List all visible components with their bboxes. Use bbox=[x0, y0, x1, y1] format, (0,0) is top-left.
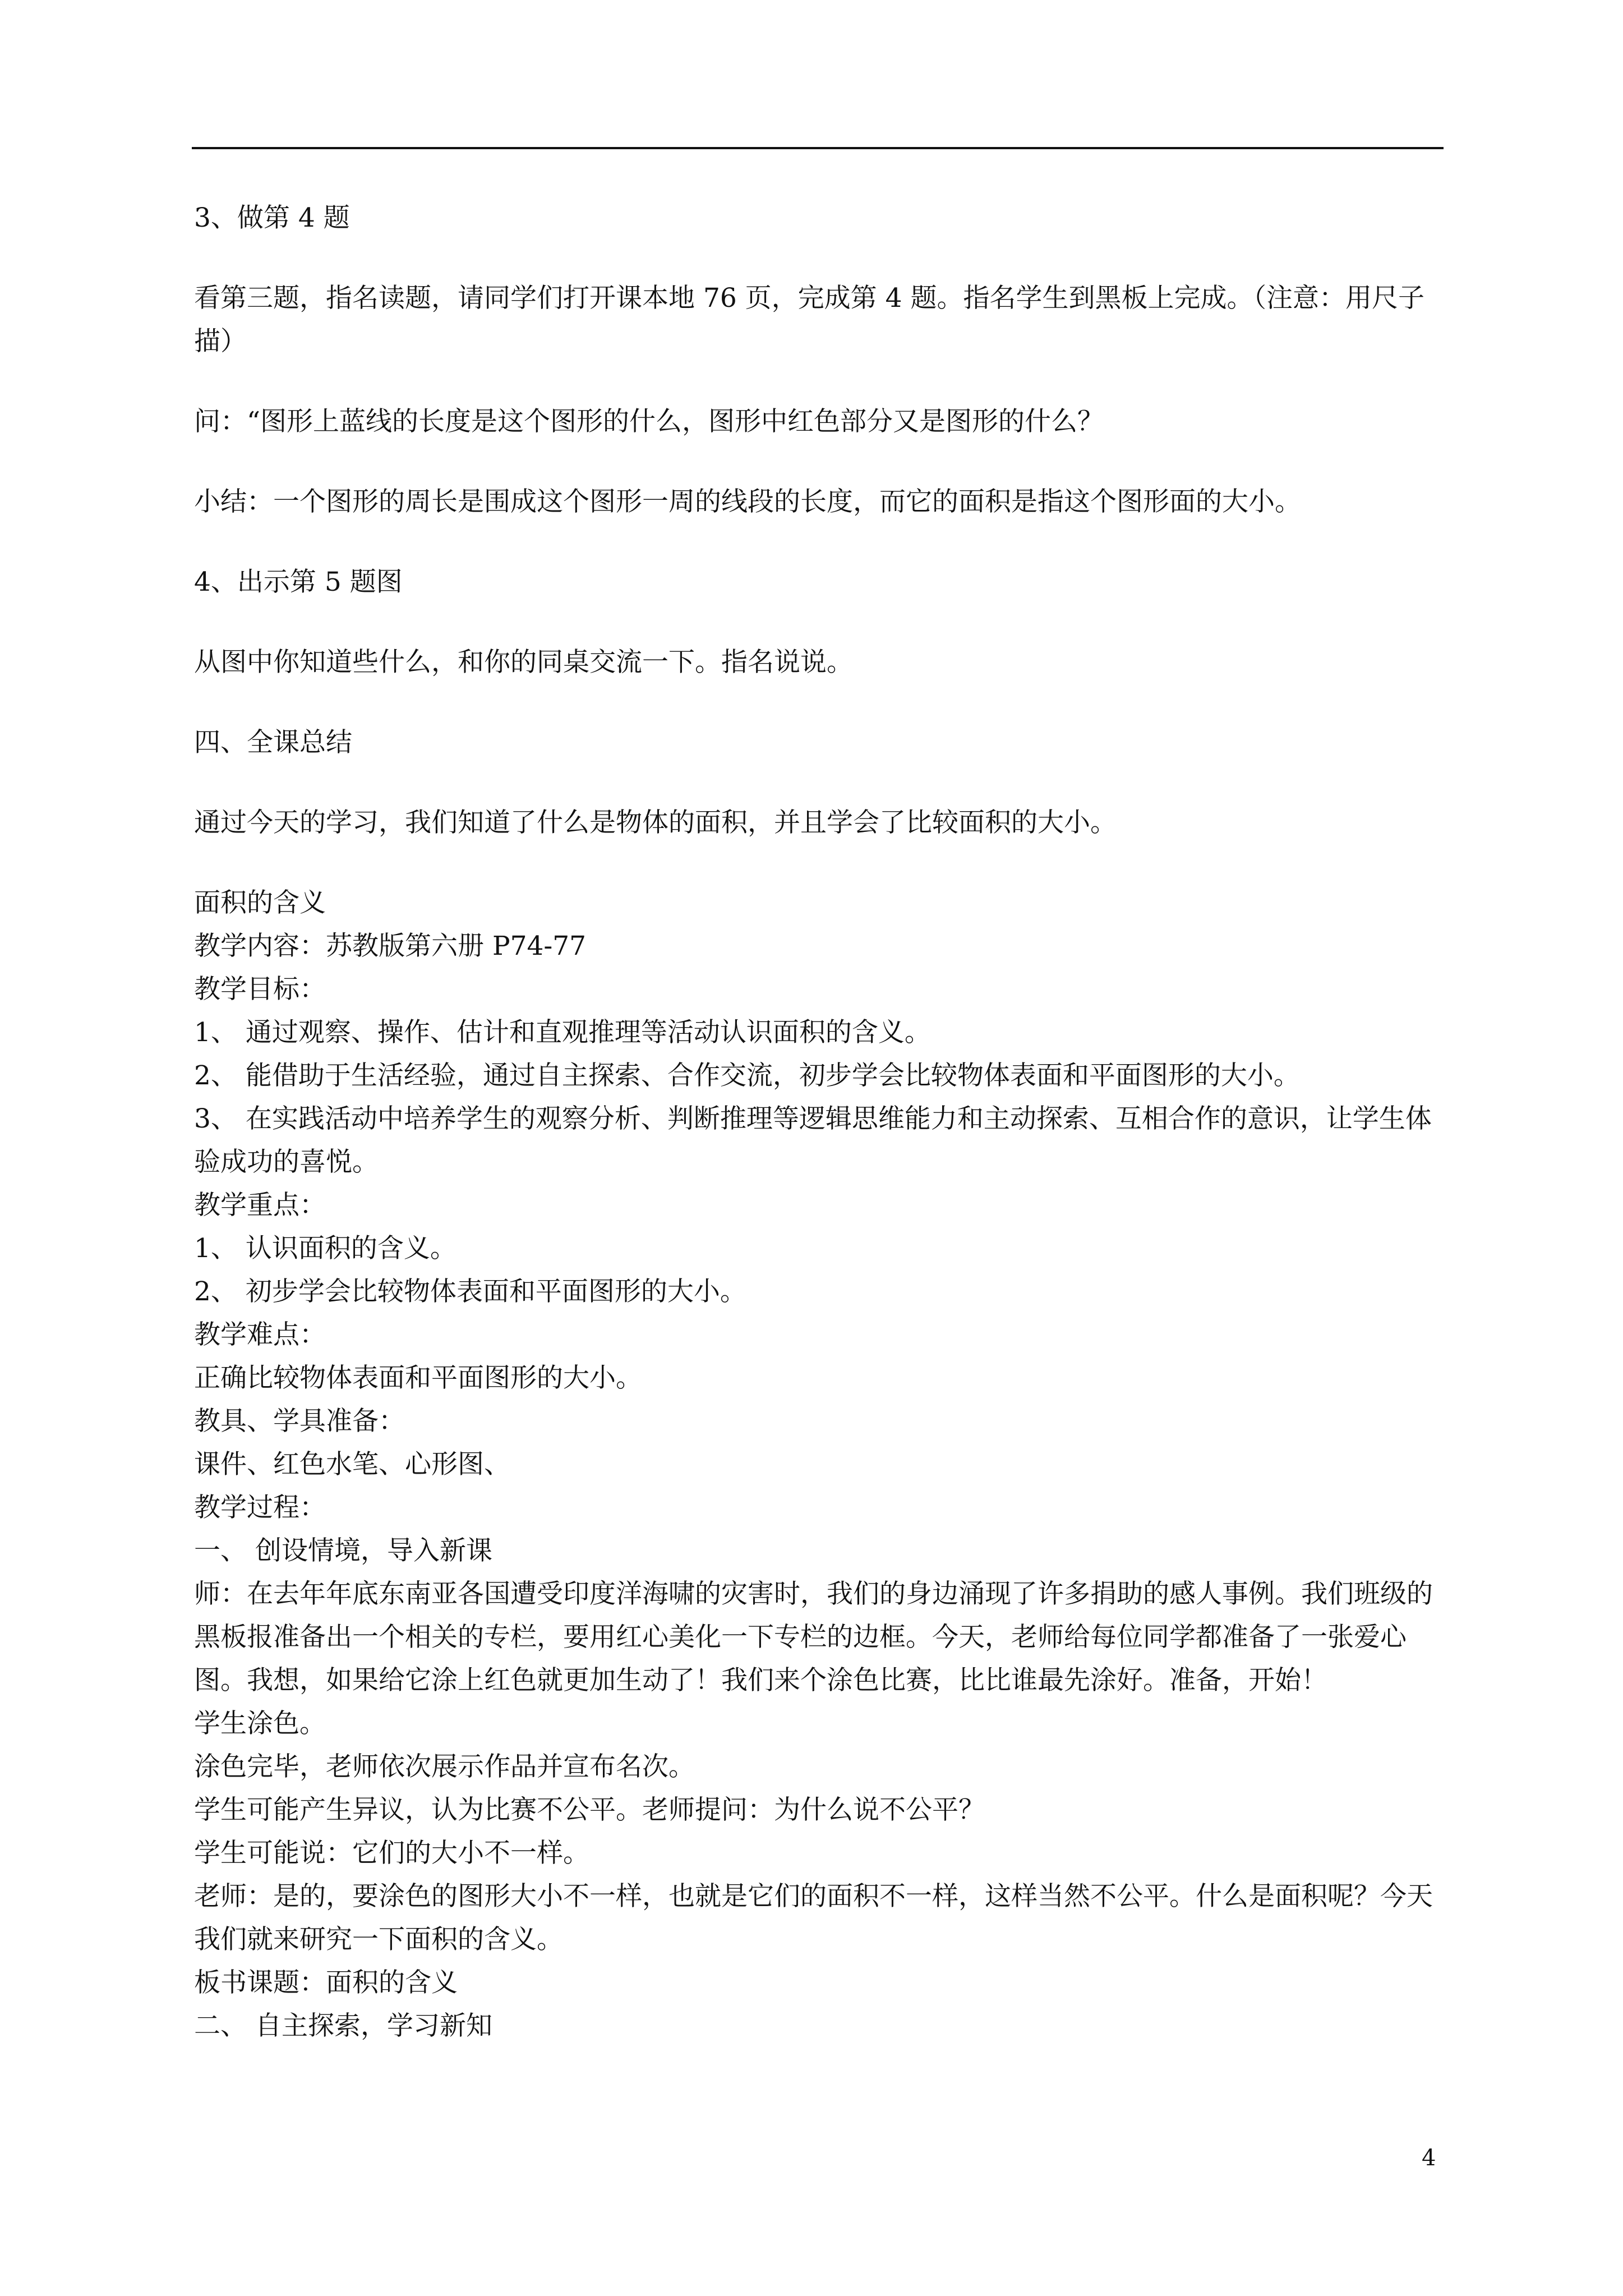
section-2-heading: 二、 自主探索，学习新知 bbox=[194, 2010, 492, 2041]
goals-heading: 教学目标： bbox=[194, 974, 326, 1005]
section-1-heading: 一、 创设情境，导入新课 bbox=[194, 1535, 492, 1566]
section-1-paragraph: 学生可能产生异议，认为比赛不公平。老师提问：为什么说不公平？ bbox=[194, 1795, 985, 1825]
goal-item: 3、 在实践活动中培养学生的观察分析、判断推理等逻辑思维能力和主动探索、互相合作的意识，让学生体验成功的喜悦。 bbox=[194, 1103, 1432, 1177]
section-1-paragraph: 老师：是的，要涂色的图形大小不一样，也就是它们的面积不一样，这样当然不公平。什么是面积呢？今天我们就来研究一下面积的含义。 bbox=[194, 1881, 1433, 1955]
process-heading: 教学过程： bbox=[194, 1492, 326, 1523]
difficulty-heading: 教学难点： bbox=[194, 1319, 326, 1350]
lesson-content-line: 教学内容：苏教版第六册 P74-77 bbox=[194, 931, 587, 961]
paragraph-exercise-instructions: 看第三题，指名读题，请同学们打开课本地 76 页，完成第 4 题。指名学生到黑板上完成。（注意：用尺子描） bbox=[194, 283, 1424, 357]
section-1-paragraph: 板书课题：面积的含义 bbox=[194, 1967, 458, 1998]
goal-item: 1、 通过观察、操作、估计和直观推理等活动认识面积的含义。 bbox=[194, 1017, 931, 1048]
key-points-heading: 教学重点： bbox=[194, 1190, 326, 1221]
section-heading-summary: 四、全课总结 bbox=[194, 727, 352, 758]
header-rule bbox=[192, 147, 1444, 149]
key-point-item: 2、 初步学会比较物体表面和平面图形的大小。 bbox=[194, 1276, 746, 1307]
section-1-paragraph: 涂色完毕，老师依次展示作品并宣布名次。 bbox=[194, 1751, 695, 1782]
page-number: 4 bbox=[1422, 2145, 1436, 2171]
section-1-paragraph: 学生涂色。 bbox=[194, 1708, 326, 1739]
key-point-item: 1、 认识面积的含义。 bbox=[194, 1233, 457, 1264]
section-1-paragraph: 师：在去年年底东南亚各国遭受印度洋海啸的灾害时，我们的身边涌现了许多捐助的感人事例。我们班级的黑板报准备出一个相关的专栏，要用红心美化一下专栏的边框。今天，老师给每位同学都准备了一张爱心图。我想，如果给它涂上红色就更加生动了！我们来个涂色比赛，比比谁最先涂好。准备，开始！ bbox=[194, 1579, 1433, 1696]
paragraph-show-exercise-5: 4、出示第 5 题图 bbox=[194, 567, 403, 597]
paragraph-conclusion: 通过今天的学习，我们知道了什么是物体的面积，并且学会了比较面积的大小。 bbox=[194, 807, 1117, 838]
lesson-title: 面积的含义 bbox=[194, 887, 326, 918]
tools-text: 课件、红色水笔、心形图、 bbox=[194, 1449, 510, 1480]
paragraph-discuss: 从图中你知道些什么，和你的同桌交流一下。指名说说。 bbox=[194, 647, 853, 678]
goal-item: 2、 能借助于生活经验，通过自主探索、合作交流，初步学会比较物体表面和平面图形的大小。 bbox=[194, 1060, 1300, 1091]
paragraph-do-exercise-4: 3、做第 4 题 bbox=[194, 203, 350, 233]
paragraph-summary: 小结：一个图形的周长是围成这个图形一周的线段的长度，而它的面积是指这个图形面的大小。 bbox=[194, 486, 1301, 517]
difficulty-text: 正确比较物体表面和平面图形的大小。 bbox=[194, 1363, 642, 1393]
paragraph-question: 问：“图形上蓝线的长度是这个图形的什么，图形中红色部分又是图形的什么？ bbox=[194, 406, 1104, 437]
page-content bbox=[194, 196, 1445, 2047]
section-1-paragraph: 学生可能说：它们的大小不一样。 bbox=[194, 1838, 589, 1869]
tools-heading: 教具、学具准备： bbox=[194, 1406, 405, 1437]
